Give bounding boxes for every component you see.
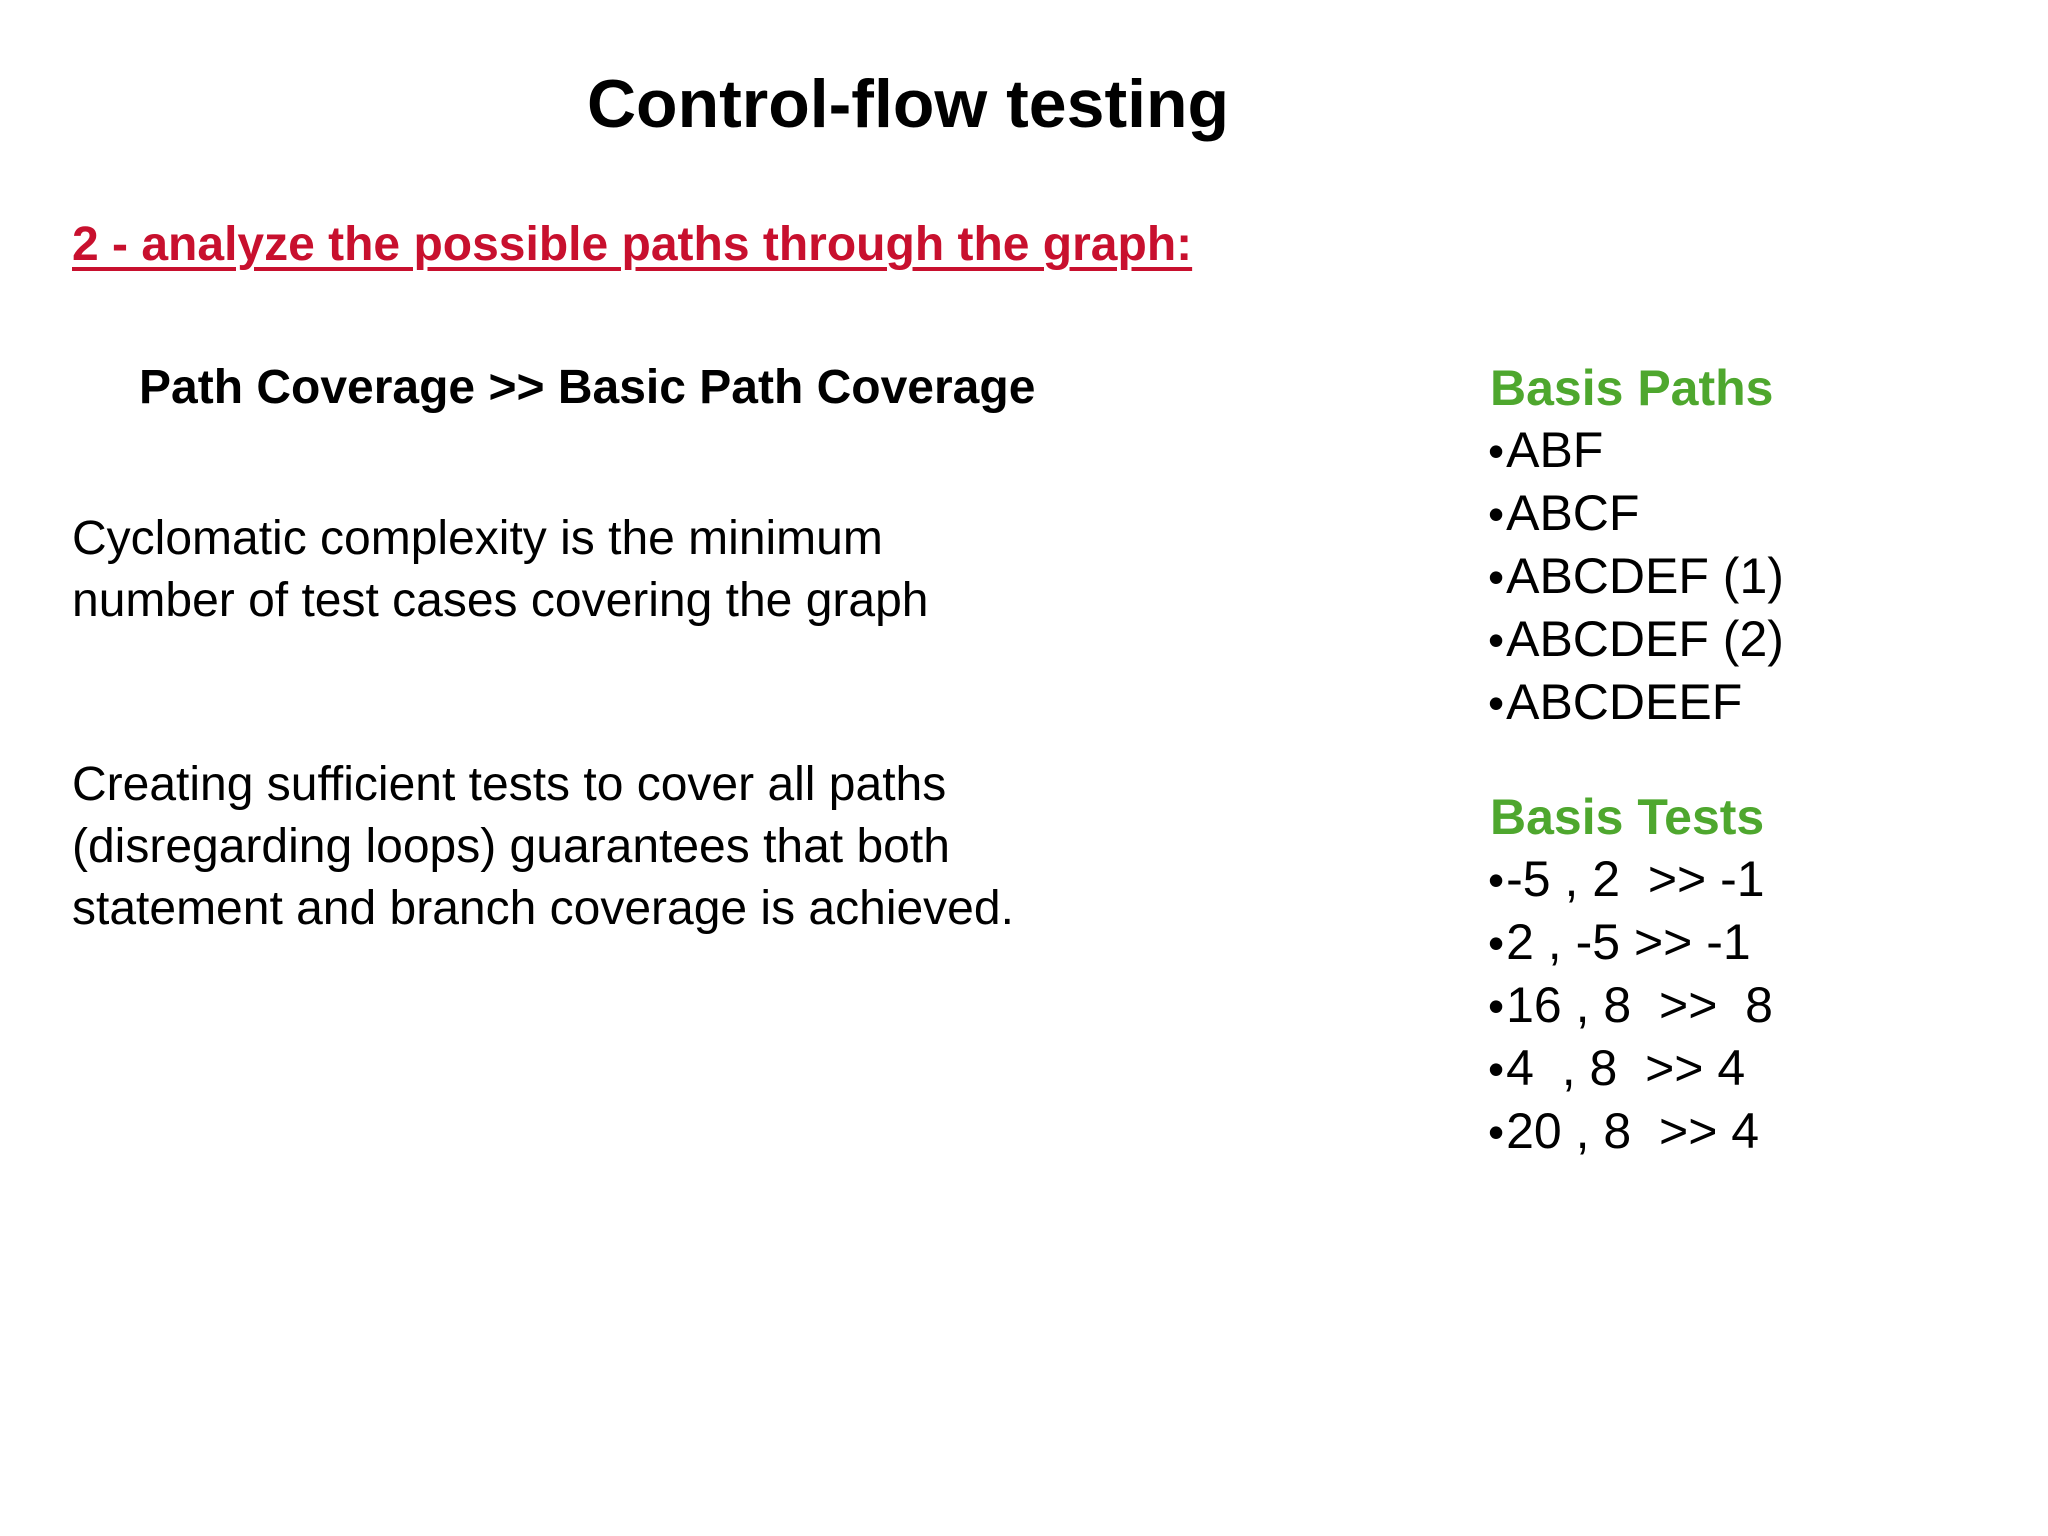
basis-tests-heading: Basis Tests (1490, 789, 1765, 845)
basis-tests-list (1488, 848, 1773, 1163)
slide-title: Control-flow testing (586, 66, 1230, 142)
bullet-icon: • (1488, 917, 1505, 969)
paragraph-line: Cyclomatic complexity is the minimum (72, 512, 883, 565)
basis-paths-heading: Basis Paths (1490, 360, 1774, 416)
basis-paths-list (1488, 419, 1784, 734)
list-item (1488, 974, 1773, 1037)
sufficient-tests-paragraph (72, 754, 1014, 940)
list-item (1488, 671, 1784, 734)
list-item (1488, 1100, 1773, 1163)
bullet-icon: • (1488, 488, 1505, 540)
bullet-icon: • (1488, 1106, 1505, 1158)
cyclomatic-complexity-paragraph (72, 508, 928, 632)
bullet-icon: • (1488, 425, 1505, 477)
list-item (1488, 1037, 1773, 1100)
basis-path-label: ABCF (1506, 485, 1640, 541)
bullet-icon: • (1488, 614, 1505, 666)
basis-path-label: ABF (1506, 422, 1604, 478)
bullet-icon: • (1488, 854, 1505, 906)
coverage-subtitle: Path Coverage >> Basic Path Coverage (139, 361, 1036, 414)
basis-path-label: ABCDEF (1) (1506, 548, 1784, 604)
basis-path-label: ABCDEF (2) (1506, 611, 1784, 667)
paragraph-line: Creating sufficient tests to cover all paths (72, 758, 947, 811)
paragraph-line: number of test cases covering the graph (72, 574, 929, 627)
paragraph-line: statement and branch coverage is achieved. (72, 882, 1014, 935)
list-item (1488, 608, 1784, 671)
basis-test-label: 20 , 8 >> 4 (1506, 1103, 1760, 1159)
basis-path-label: ABCDEEF (1506, 674, 1743, 730)
bullet-icon: • (1488, 1043, 1505, 1095)
list-item (1488, 911, 1773, 974)
basis-test-label: 16 , 8 >> 8 (1506, 977, 1773, 1033)
basis-test-label: -5 , 2 >> -1 (1506, 851, 1765, 907)
list-item (1488, 545, 1784, 608)
bullet-icon: • (1488, 980, 1505, 1032)
list-item (1488, 419, 1784, 482)
basis-test-label: 2 , -5 >> -1 (1506, 914, 1751, 970)
paragraph-line: (disregarding loops) guarantees that both (72, 820, 950, 873)
bullet-icon: • (1488, 551, 1505, 603)
list-item (1488, 482, 1784, 545)
bullet-icon: • (1488, 677, 1505, 729)
list-item (1488, 848, 1773, 911)
step-heading: 2 - analyze the possible paths through the graph: (72, 218, 1193, 271)
basis-test-label: 4 , 8 >> 4 (1506, 1040, 1746, 1096)
